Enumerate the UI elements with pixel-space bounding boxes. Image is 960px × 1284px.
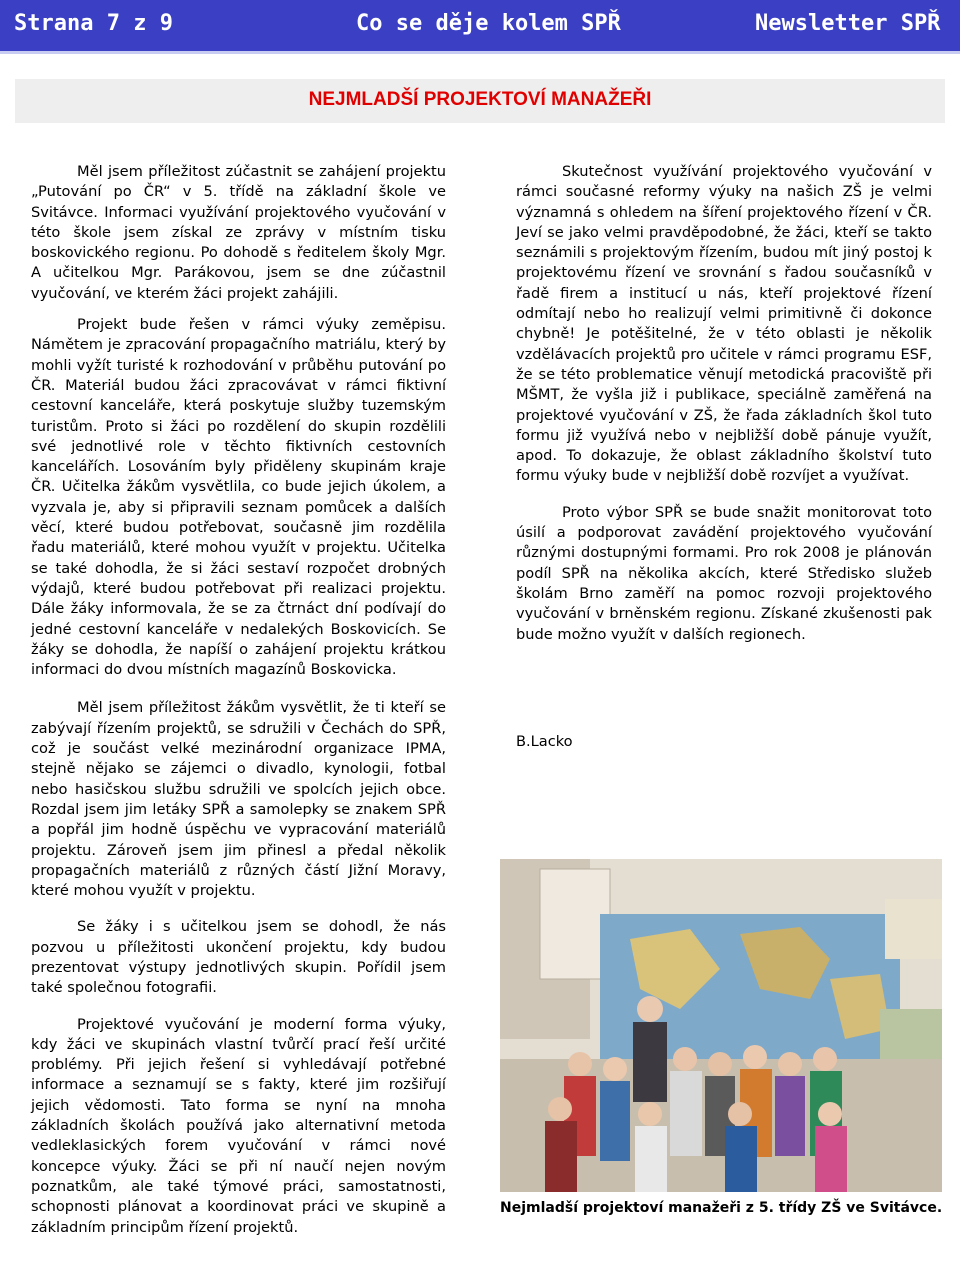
photo-caption: Nejmladší projektoví manažeři z 5. třídy ZŠ ve Svitávce. [500,1200,943,1216]
paragraph: Projektové vyučování je moderní forma výuky, kdy žáci ve skupinách vlastní tvůrčí prací řeší určité problémy. Při jejich řešení si vyhledávají potřebné informace a seznamují se s fakty, které jim rozšiřují jejich vědomosti. Tato forma se nyní na mnoha základních školách používá jako alternativní metoda vedleklasických forem vyučování v rámci nové koncepce výuky. Žáci se při ní naučí nejen novým poznatkům, ale také týmové práci, samostatnosti, schopnosti plánovat a koordinovat práci ve skupině a základním principům řízení projektů. [31,1015,446,1236]
right-column [516,162,932,645]
class-photo [500,859,942,1192]
paragraph: Skutečnost využívání projektového vyučování v rámci současné reformy výuky na našich ZŠ je velmi významná s ohledem na šíření projektového řízení v ČR. Jeví se jako velmi pravděpodobné, že žáci, kteří se takto seznámili s projektovým řízením, budou mít jiný postoj k projektovému řízení ve srovnání s řadou současníků v řadě firem a institucí u nás, kteří projektové řízení odmítají nebo ho realizují velmi primitivně či dokonce chybně! Je potěšitelné, že v této oblasti je několik vzdělávacích projektů pro učitele v rámci programu ESF, že se této problematice věnují metodická pracoviště při MŠMT, že vyšla již i publikace, speciálně zaměřená na projektové vyučování v ZŠ, že řada základních škol tuto formu již využívá nebo v nejbližší době pánuje využít, apod. To dokazuje, že oblast základního školství tuto formu výuky bude v nejbližší době rozvíjet a využívat. [516,163,932,485]
paragraph: Projekt bude řešen v rámci výuky zeměpisu. Námětem je zpracování propagačního matriálu, který by mohli vyžít turisté k rozhodování v průběhu putování po ČR. Materiál budou žáci zpracovávat v rámci fiktivní cestovní kanceláře, která poskytuje služby tuzemským turistům. Proto si žáci po rozdělení do skupin rozdělili své jednotlivé role v těchto fiktivních cestovních kancelářích. Losováním byly přiděleny skupinám kraje ČR. Učitelka žákům vysvětlila, co bude jejich úkolem, a vyzvala je, aby si připravili seznam pomůcek a dalších věcí, které budou potřebovat, současně jim rozdělila řadu materiálů, které mohou využít v projektu. Učitelka se také dohodla, že si žáci sestaví rozpočet drobných výdajů, které budou potřebovat při realizaci projektu. Dále žáky informovala, že se za čtrnáct dní podívají do jedné cestovní kanceláře v nedalekých Boskovicích. Se žáky se dohodla, že napíší o zahájení projektu krátkou informaci do dvou místních magazínů Boskovicka. [31,316,446,679]
page-header [0,0,960,54]
author-signature: B.Lacko [516,733,573,750]
paragraph: Proto výbor SPŘ se bude snažit monitorovat toto úsilí a podporovat zavádění projektového vyučování různými dostupnými formami. Pro rok 2008 je plánován podíl SPŘ na několika akcích, které Středisko služeb školám Brno zaměří na pomoc rozvoji projektového vyučování v brněnském regionu. Získané zkušenosti pak bude možno využít v dalších regionech. [516,503,932,643]
page-number: Strana 7 z 9 [14,11,173,36]
left-column [31,162,446,1238]
section-title: Co se děje kolem SPŘ [356,11,621,36]
paragraph: Se žáky i s učitelkou jsem se dohodl, že nás pozvou u příležitosti ukončení projektu, kdy budou prezentovat výstupy jednotlivých skupin. Pořídil jsem také společnou fotografii. [31,918,446,997]
article-title: NEJMLADŠÍ PROJEKTOVÍ MANAŽEŘI [308,89,652,110]
paragraph: Měl jsem příležitost zúčastnit se zahájení projektu „Putování po ČR“ v 5. třídě na základní škole ve Svitávce. Informaci využívání projektového vyučování v této škole jsem získal ze zprávy v místním tisku boskovického regionu. Po dohodě s ředitelem školy Mgr. A učitelkou Mgr. Parákovou, jsem se dne zúčastnil vyučování, ve kterém žáci projekt zahájili. [31,163,446,302]
article-title-bar [15,79,945,123]
newsletter-title: Newsletter SPŘ [755,11,941,36]
class-photo-image [500,859,942,1192]
paragraph: Měl jsem příležitost žákům vysvětlit, že ti kteří se zabývají řízením projektů, se sdružili v Čechách do SPŘ, což je součást velké mezinárodní organizace IPMA, stejně nějako se zájemci o divadlo, kynologii, fotbal nebo hasičskou službu sdružili ve spolcích jejich obce. Rozdal jsem jim letáky SPŘ a samolepky se znakem SPŘ a popřál jim hodně úspěchu ve vypracování materiálů projektu. Zároveň jsem jim přinesl a předal několik propagačních materiálů z různých částí Jižní Moravy, které mohou využít v projektu. [31,699,446,900]
